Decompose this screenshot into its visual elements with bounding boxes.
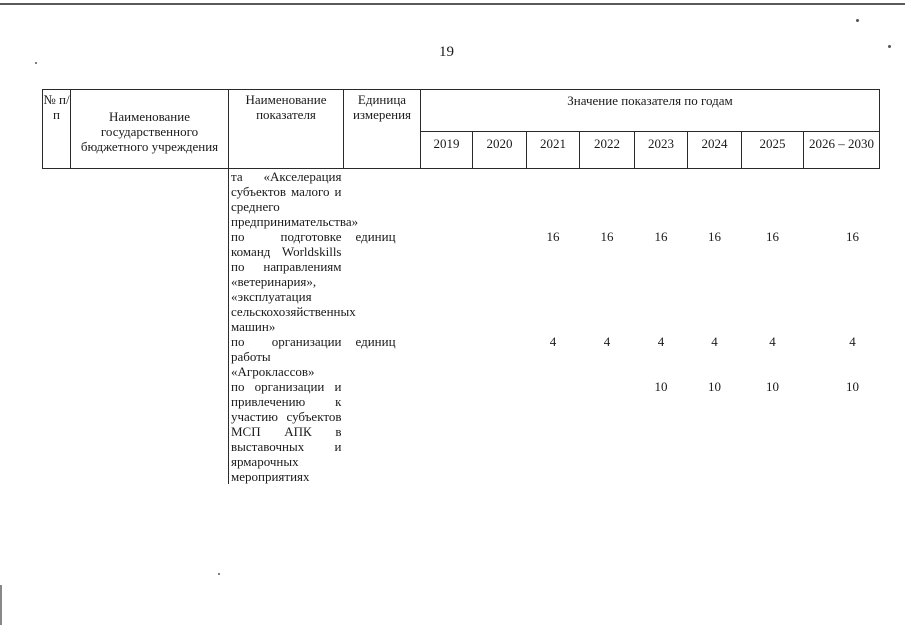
cell-value [580, 169, 635, 230]
cell-value: 10 [708, 379, 721, 394]
cell-value: 16 [600, 229, 614, 244]
scan-speck [856, 19, 859, 22]
header-year: 2025 [742, 132, 804, 169]
cell-value [421, 169, 473, 230]
cell-organization [71, 229, 229, 334]
cell-indicator: по организации работы «Агроклассов» [231, 334, 342, 379]
cell-value: 16 [654, 229, 668, 244]
cell-value: 4 [603, 334, 611, 349]
cell-unit: единиц [355, 334, 396, 349]
cell-indicator: та «Акселерация субъектов малого и среднего предпринимательства» [231, 169, 359, 229]
header-row [43, 90, 880, 132]
scan-edge-mark [0, 585, 2, 625]
cell-value [421, 229, 473, 334]
cell-value [635, 169, 688, 230]
cell-value [421, 379, 473, 484]
top-border-line [0, 3, 905, 5]
table-row [43, 229, 880, 334]
table-row [43, 169, 880, 230]
cell-value: 16 [546, 229, 560, 244]
cell-value [527, 169, 580, 230]
header-year: 2020 [473, 132, 527, 169]
cell-value: 16 [846, 229, 859, 244]
cell-number [43, 334, 71, 379]
cell-value: 10 [766, 379, 779, 394]
cell-unit: единиц [355, 229, 396, 244]
cell-value [473, 334, 527, 379]
cell-value: 16 [708, 229, 721, 244]
header-year: 2019 [421, 132, 473, 169]
header-indicator: Наименование показателя [229, 90, 344, 169]
cell-value: 4 [849, 334, 856, 349]
header-year: 2021 [527, 132, 580, 169]
indicators-table [42, 89, 880, 484]
cell-value [580, 379, 635, 484]
page-number: 19 [439, 44, 454, 60]
cell-value: 16 [766, 229, 779, 244]
header-number: № п/п [43, 90, 71, 169]
cell-number [43, 379, 71, 484]
cell-number [43, 229, 71, 334]
header-year: 2022 [580, 132, 635, 169]
cell-value [473, 169, 527, 230]
cell-value [527, 379, 580, 484]
cell-indicator: по организации и привлечению к участию субъектов МСП АПК в выставочных и ярмарочных мероприятиях [231, 379, 342, 484]
cell-value [473, 229, 527, 334]
cell-organization [71, 379, 229, 484]
table-row [43, 334, 880, 379]
cell-value [688, 169, 742, 230]
cell-value: 4 [657, 334, 665, 349]
cell-indicator: по подготовке команд Worldskills по направлениям «ветеринария», «эксплуатация сельскохозяйственных машин» [231, 229, 356, 334]
cell-value: 10 [654, 379, 668, 394]
cell-value: 4 [549, 334, 557, 349]
cell-unit [344, 379, 421, 484]
header-year: 2026 – 2030 [804, 132, 880, 169]
cell-value [742, 169, 804, 230]
cell-value: 10 [846, 379, 859, 394]
header-year: 2024 [688, 132, 742, 169]
header-organization: Наименование государственного бюджетного учреждения [71, 90, 229, 169]
cell-number [43, 169, 71, 230]
cell-value: 4 [711, 334, 718, 349]
cell-value [421, 334, 473, 379]
scan-speck [218, 573, 220, 575]
cell-value: 4 [769, 334, 776, 349]
scan-speck [35, 62, 37, 64]
header-unit: Единица измерения [344, 90, 421, 169]
cell-organization [71, 169, 229, 230]
table-row [43, 379, 880, 484]
cell-organization [71, 334, 229, 379]
cell-value [804, 169, 880, 230]
header-year: 2023 [635, 132, 688, 169]
cell-value [473, 379, 527, 484]
header-values-by-year: Значение показателя по годам [421, 90, 880, 132]
